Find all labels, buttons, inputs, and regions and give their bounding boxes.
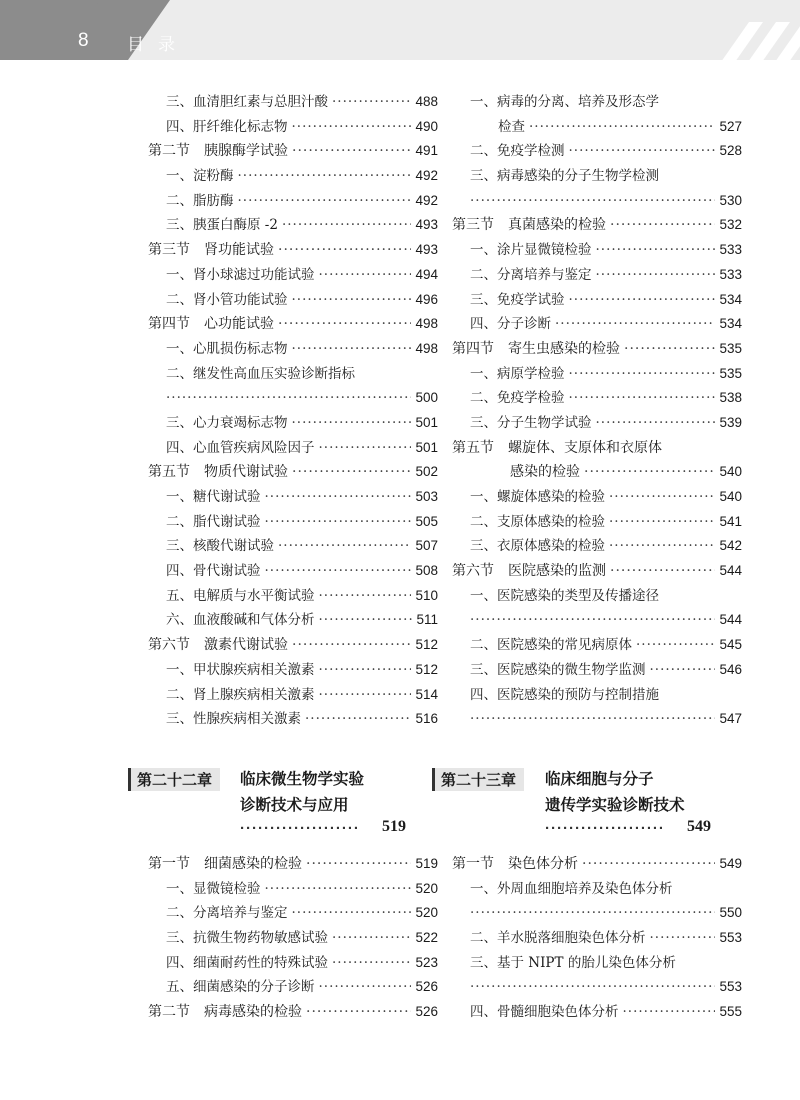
toc-entry[interactable] <box>452 189 742 214</box>
toc-leader-dots <box>265 510 412 535</box>
toc-right-bottom <box>452 852 742 1025</box>
toc-entry-page: 533 <box>719 242 742 258</box>
toc-entry-page: 488 <box>415 94 438 109</box>
toc-entry-label: 一、病原学检验 <box>470 365 565 382</box>
toc-leader-dots <box>623 1000 716 1025</box>
toc-leader-dots <box>319 975 412 1000</box>
toc-leader-dots <box>555 312 715 337</box>
toc-entry-label: 二、继发性高血压实验诊断指标 <box>166 365 355 382</box>
toc-left-top <box>148 90 438 732</box>
toc-entry-label: 三、性腺疾病相关激素 <box>166 711 301 728</box>
toc-entry-page: 505 <box>415 513 438 529</box>
toc-leader-dots <box>292 139 411 164</box>
toc-entry-label: 第五节 螺旋体、支原体和衣原体 <box>452 439 662 456</box>
toc-entry[interactable] <box>452 901 742 926</box>
toc-leader-dots <box>610 213 715 238</box>
toc-entry-label: 三、基于 NIPT 的胎儿染色体分析 <box>470 954 676 971</box>
chapter-23-page: 549 <box>687 818 711 835</box>
toc-entry[interactable] <box>148 707 438 732</box>
toc-entry[interactable] <box>148 115 438 140</box>
toc-leader-dots <box>265 877 412 902</box>
toc-entry-label: 一、螺旋体感染的检验 <box>470 489 605 505</box>
toc-entry-label: 二、肾小管功能试验 <box>166 291 288 308</box>
toc-leader-dots <box>292 411 412 436</box>
chapter-22-title-line2: 诊断技术与应用 <box>240 796 349 814</box>
toc-entry-label: 三、心力衰竭标志物 <box>166 414 288 431</box>
chapter-22-page: 519 <box>382 818 406 835</box>
toc-entry-label: 二、免疫学检测 <box>470 143 565 160</box>
page-number: 8 <box>78 30 89 51</box>
toc-entry[interactable] <box>452 288 742 313</box>
toc-entry[interactable] <box>148 411 438 436</box>
toc-entry[interactable] <box>148 485 438 510</box>
toc-entry[interactable] <box>148 608 438 633</box>
toc-entry-page: 514 <box>415 686 438 702</box>
toc-entry[interactable] <box>452 164 742 189</box>
toc-entry-page: 541 <box>719 513 742 529</box>
toc-entry[interactable] <box>148 510 438 535</box>
toc-entry[interactable] <box>452 707 742 732</box>
toc-entry-page: 520 <box>415 905 438 921</box>
toc-entry[interactable] <box>148 164 438 189</box>
toc-leader-dots <box>529 115 715 140</box>
toc-entry-page: 544 <box>719 612 742 628</box>
chapter-23-title-line2: 遗传学实验诊断技术 <box>545 796 685 814</box>
toc-entry-label: 第四节 心功能试验 <box>148 316 274 333</box>
toc-entry[interactable] <box>452 213 742 238</box>
toc-entry[interactable] <box>452 362 742 387</box>
toc-entry[interactable] <box>452 386 742 411</box>
toc-entry-page: 498 <box>415 316 438 332</box>
toc-leader-dots <box>470 707 715 732</box>
toc-leader-dots <box>278 534 411 559</box>
toc-entry[interactable] <box>148 559 438 584</box>
toc-entry[interactable] <box>452 683 742 708</box>
toc-entry[interactable] <box>452 633 742 658</box>
toc-leader-dots <box>238 164 412 189</box>
toc-entry-page: 493 <box>415 242 438 258</box>
toc-entry-label: 三、胰蛋白酶原 -2 <box>166 217 278 234</box>
toc-entry-label: 二、分离培养与鉴定 <box>470 266 592 283</box>
toc-entry-page: 530 <box>719 192 742 208</box>
toc-entry-page: 507 <box>415 538 438 554</box>
toc-entry-page: 492 <box>415 168 438 184</box>
toc-entry[interactable] <box>148 926 438 951</box>
toc-entry-label: 四、骨髓细胞染色体分析 <box>470 1004 619 1021</box>
toc-entry[interactable] <box>452 608 742 633</box>
toc-leader-dots <box>470 901 715 926</box>
toc-entry-label: 一、外周血细胞培养及染色体分析 <box>470 880 673 897</box>
toc-entry[interactable] <box>148 877 438 902</box>
toc-entry[interactable] <box>148 337 438 362</box>
toc-leader-dots <box>278 238 411 263</box>
toc-entry-label: 第六节 激素代谢试验 <box>148 637 288 654</box>
toc-entry-page: 508 <box>415 563 438 579</box>
page-title: 目录 <box>127 35 189 55</box>
toc-entry[interactable] <box>148 534 438 559</box>
toc-entry-label: 三、医院感染的微生物学监测 <box>470 661 646 678</box>
toc-entry-page: 555 <box>719 1004 742 1020</box>
toc-entry[interactable] <box>148 288 438 313</box>
toc-entry-page: 532 <box>719 217 742 233</box>
toc-leader-dots <box>306 1000 411 1025</box>
toc-leader-dots <box>609 534 715 559</box>
toc-entry-page: 539 <box>719 414 742 430</box>
toc-leader-dots <box>166 386 411 411</box>
toc-entry[interactable] <box>452 1000 742 1025</box>
toc-leader-dots <box>319 683 412 708</box>
toc-entry-label: 三、免疫学试验 <box>470 291 565 308</box>
toc-entry-page: 545 <box>719 637 742 653</box>
toc-leader-dots <box>319 658 412 683</box>
toc-entry[interactable] <box>148 584 438 609</box>
toc-leader-dots <box>292 337 412 362</box>
toc-leader-dots <box>596 411 716 436</box>
toc-entry-label: 二、脂代谢试验 <box>166 513 261 530</box>
toc-entry[interactable] <box>452 312 742 337</box>
toc-leader-dots <box>569 386 716 411</box>
toc-entry[interactable] <box>148 658 438 683</box>
toc-leader-dots <box>650 926 716 951</box>
toc-entry-page: 544 <box>719 563 742 579</box>
toc-entry-label: 四、骨代谢试验 <box>166 563 261 580</box>
toc-leader-dots <box>292 460 411 485</box>
toc-right-top <box>452 90 742 732</box>
toc-entry-label: 四、肝纤维化标志物 <box>166 118 288 135</box>
toc-leader-dots <box>582 852 715 877</box>
toc-entry-label: 二、支原体感染的检验 <box>470 513 605 530</box>
toc-leader-dots <box>332 926 411 951</box>
toc-leader-dots <box>596 263 716 288</box>
toc-entry-label: 二、免疫学检验 <box>470 390 565 407</box>
toc-leader-dots <box>292 115 412 140</box>
toc-entry-label: 一、淀粉酶 <box>166 168 234 185</box>
toc-entry-page: 502 <box>415 464 438 480</box>
toc-entry-label: 第三节 真菌感染的检验 <box>452 217 606 234</box>
toc-leader-dots <box>306 852 411 877</box>
toc-entry-page: 527 <box>719 118 742 134</box>
toc-entry[interactable] <box>148 460 438 485</box>
toc-entry-page: 498 <box>415 340 438 356</box>
toc-entry-page: 542 <box>719 538 742 554</box>
toc-entry-label: 一、甲状腺疾病相关激素 <box>166 661 315 678</box>
toc-entry-label: 一、涂片显微镜检验 <box>470 242 592 259</box>
toc-leader-dots <box>470 189 715 214</box>
toc-entry-label: 三、血清胆红素与总胆汁酸 <box>166 94 328 110</box>
chapter-23-heading[interactable] <box>432 768 524 791</box>
toc-entry-label: 四、细菌耐药性的特殊试验 <box>166 954 328 971</box>
toc-leader-dots <box>319 608 413 633</box>
toc-entry-label: 第一节 细菌感染的检验 <box>148 856 302 872</box>
toc-entry[interactable] <box>452 411 742 436</box>
toc-entry-label: 二、分离培养与鉴定 <box>166 905 288 922</box>
toc-entry[interactable] <box>148 213 438 238</box>
toc-entry-page: 501 <box>415 414 438 430</box>
toc-leader-dots <box>584 460 715 485</box>
toc-entry-page: 522 <box>415 930 438 946</box>
toc-entry-page: 553 <box>719 930 742 946</box>
toc-leader-dots <box>610 559 715 584</box>
toc-leader-dots <box>470 608 715 633</box>
toc-entry-page: 511 <box>416 612 438 628</box>
toc-entry[interactable] <box>452 975 742 1000</box>
toc-entry[interactable] <box>452 584 742 609</box>
chapter-22-number: 第二十二章 <box>128 768 220 791</box>
toc-entry-label: 一、肾小球滤过功能试验 <box>166 266 315 283</box>
toc-entry-label: 四、医院感染的预防与控制措施 <box>470 686 659 703</box>
toc-entry-page: 549 <box>719 856 742 871</box>
toc-entry-label: 第二节 胰腺酶学试验 <box>148 143 288 160</box>
toc-entry-page: 520 <box>415 880 438 896</box>
toc-entry-label: 二、肾上腺疾病相关激素 <box>166 686 315 703</box>
toc-entry-label: 二、脂肪酶 <box>166 192 234 209</box>
toc-entry-label: 四、心血管疾病风险因子 <box>166 439 315 456</box>
toc-entry[interactable] <box>148 90 438 115</box>
toc-entry[interactable] <box>452 460 742 485</box>
toc-entry-page: 546 <box>719 661 742 677</box>
toc-entry-label: 五、电解质与水平衡试验 <box>166 587 315 604</box>
toc-entry-label: 三、病毒感染的分子生物学检测 <box>470 168 659 185</box>
toc-left-bottom <box>148 852 438 1025</box>
chapter-22-heading[interactable] <box>128 768 220 791</box>
chapter-22-title-line1: 临床微生物学实验 <box>240 770 365 788</box>
toc-leader-dots <box>636 633 715 658</box>
toc-entry-page: 512 <box>415 661 438 677</box>
toc-leader-dots <box>319 436 412 461</box>
toc-entry-label: 感染的检验 <box>510 464 580 481</box>
toc-entry[interactable] <box>148 951 438 976</box>
toc-entry-label: 第二节 病毒感染的检验 <box>148 1004 302 1021</box>
toc-entry-label: 一、糖代谢试验 <box>166 489 261 505</box>
toc-leader-dots <box>292 633 411 658</box>
toc-entry[interactable] <box>452 337 742 362</box>
toc-leader-dots <box>569 362 716 387</box>
toc-leader-dots <box>238 189 412 214</box>
toc-entry[interactable] <box>148 238 438 263</box>
toc-entry-page: 500 <box>415 390 438 406</box>
toc-entry-label: 三、抗微生物药物敏感试验 <box>166 930 328 947</box>
toc-leader-dots <box>292 288 412 313</box>
toc-entry-label: 四、分子诊断 <box>470 316 551 333</box>
toc-leader-dots <box>609 485 715 510</box>
toc-entry-page: 494 <box>415 266 438 282</box>
toc-entry-page: 550 <box>719 905 742 921</box>
toc-entry[interactable] <box>452 534 742 559</box>
toc-entry-page: 553 <box>719 979 742 995</box>
toc-leader-dots <box>596 238 716 263</box>
toc-entry-page: 534 <box>719 291 742 307</box>
header-band-light <box>120 0 800 60</box>
toc-entry-label: 一、医院感染的类型及传播途径 <box>470 587 659 604</box>
toc-entry[interactable] <box>452 115 742 140</box>
toc-entry-page: 526 <box>415 1004 438 1020</box>
toc-entry[interactable] <box>452 139 742 164</box>
toc-entry-page: 538 <box>719 390 742 406</box>
toc-leader-dots <box>278 312 411 337</box>
toc-entry-label: 三、核酸代谢试验 <box>166 538 274 555</box>
toc-entry[interactable] <box>148 633 438 658</box>
toc-leader-dots <box>332 90 411 115</box>
toc-entry-page: 535 <box>719 365 742 381</box>
toc-entry[interactable] <box>148 1000 438 1025</box>
toc-entry-label: 三、衣原体感染的检验 <box>470 538 605 555</box>
toc-entry[interactable] <box>452 238 742 263</box>
toc-entry-page: 547 <box>719 711 742 727</box>
toc-leader-dots <box>624 337 715 362</box>
toc-leader-dots <box>282 213 412 238</box>
toc-entry-label: 三、分子生物学试验 <box>470 414 592 431</box>
toc-entry-page: 516 <box>415 711 438 727</box>
toc-entry[interactable] <box>452 877 742 902</box>
toc-entry-page: 496 <box>415 291 438 307</box>
toc-entry[interactable] <box>148 263 438 288</box>
toc-leader-dots <box>650 658 716 683</box>
toc-entry[interactable] <box>452 852 742 877</box>
toc-entry[interactable] <box>452 951 742 976</box>
toc-entry[interactable] <box>148 386 438 411</box>
toc-leader-dots <box>265 485 412 510</box>
toc-entry-page: 490 <box>415 118 438 134</box>
toc-entry[interactable] <box>148 312 438 337</box>
toc-leader-dots <box>332 951 411 976</box>
toc-entry-page: 540 <box>719 464 742 480</box>
toc-entry-label: 二、羊水脱落细胞染色体分析 <box>470 930 646 947</box>
toc-leader-dots <box>305 707 411 732</box>
toc-entry-page: 493 <box>415 217 438 233</box>
toc-entry[interactable] <box>452 510 742 535</box>
chapter-23-number: 第二十三章 <box>432 768 524 791</box>
toc-entry[interactable] <box>148 683 438 708</box>
toc-entry-page: 533 <box>719 266 742 282</box>
toc-leader-dots <box>319 263 412 288</box>
chapter-22-leader: ···················· <box>240 820 360 837</box>
toc-entry[interactable] <box>452 926 742 951</box>
toc-entry-label: 第五节 物质代谢试验 <box>148 464 288 481</box>
toc-entry-label: 一、病毒的分离、培养及形态学 <box>470 94 659 110</box>
toc-entry-page: 535 <box>719 340 742 356</box>
toc-entry-label: 六、血液酸碱和气体分析 <box>166 612 315 629</box>
toc-entry-page: 523 <box>415 954 438 970</box>
toc-leader-dots <box>265 559 412 584</box>
toc-entry-page: 526 <box>415 979 438 995</box>
toc-entry[interactable] <box>148 436 438 461</box>
toc-entry-label: 一、显微镜检验 <box>166 880 261 897</box>
toc-leader-dots <box>569 288 716 313</box>
toc-entry[interactable] <box>148 975 438 1000</box>
toc-entry[interactable] <box>452 658 742 683</box>
toc-entry-label: 五、细菌感染的分子诊断 <box>166 979 315 996</box>
toc-entry-page: 491 <box>415 143 438 159</box>
toc-entry-page: 540 <box>719 489 742 504</box>
toc-entry[interactable] <box>148 852 438 877</box>
toc-entry-label: 检查 <box>498 118 525 135</box>
toc-leader-dots <box>319 584 412 609</box>
toc-leader-dots <box>470 975 715 1000</box>
toc-entry-page: 519 <box>415 856 438 871</box>
toc-entry[interactable] <box>148 362 438 387</box>
toc-entry-page: 528 <box>719 143 742 159</box>
toc-entry-page: 503 <box>415 489 438 504</box>
toc-entry[interactable] <box>148 139 438 164</box>
toc-entry-page: 512 <box>415 637 438 653</box>
toc-entry-label: 第四节 寄生虫感染的检验 <box>452 340 620 357</box>
toc-entry-label: 一、心肌损伤标志物 <box>166 340 288 357</box>
toc-entry-label: 二、医院感染的常见病原体 <box>470 637 632 654</box>
toc-entry-page: 534 <box>719 316 742 332</box>
toc-entry-label: 第六节 医院感染的监测 <box>452 563 606 580</box>
toc-leader-dots <box>292 901 412 926</box>
toc-leader-dots <box>569 139 716 164</box>
toc-entry[interactable] <box>148 189 438 214</box>
toc-entry-label: 第三节 肾功能试验 <box>148 242 274 259</box>
toc-entry-page: 501 <box>415 439 438 455</box>
toc-entry-label: 第一节 染色体分析 <box>452 856 578 872</box>
toc-entry-page: 492 <box>415 192 438 208</box>
toc-entry[interactable] <box>452 263 742 288</box>
chapter-23-title-line1: 临床细胞与分子 <box>545 770 654 788</box>
toc-entry-page: 510 <box>415 587 438 603</box>
chapter-23-leader: ···················· <box>545 820 665 837</box>
toc-leader-dots <box>609 510 715 535</box>
toc-entry[interactable] <box>452 90 742 115</box>
toc-entry[interactable] <box>452 436 742 461</box>
toc-entry[interactable] <box>452 559 742 584</box>
toc-entry[interactable] <box>452 485 742 510</box>
toc-entry[interactable] <box>148 901 438 926</box>
